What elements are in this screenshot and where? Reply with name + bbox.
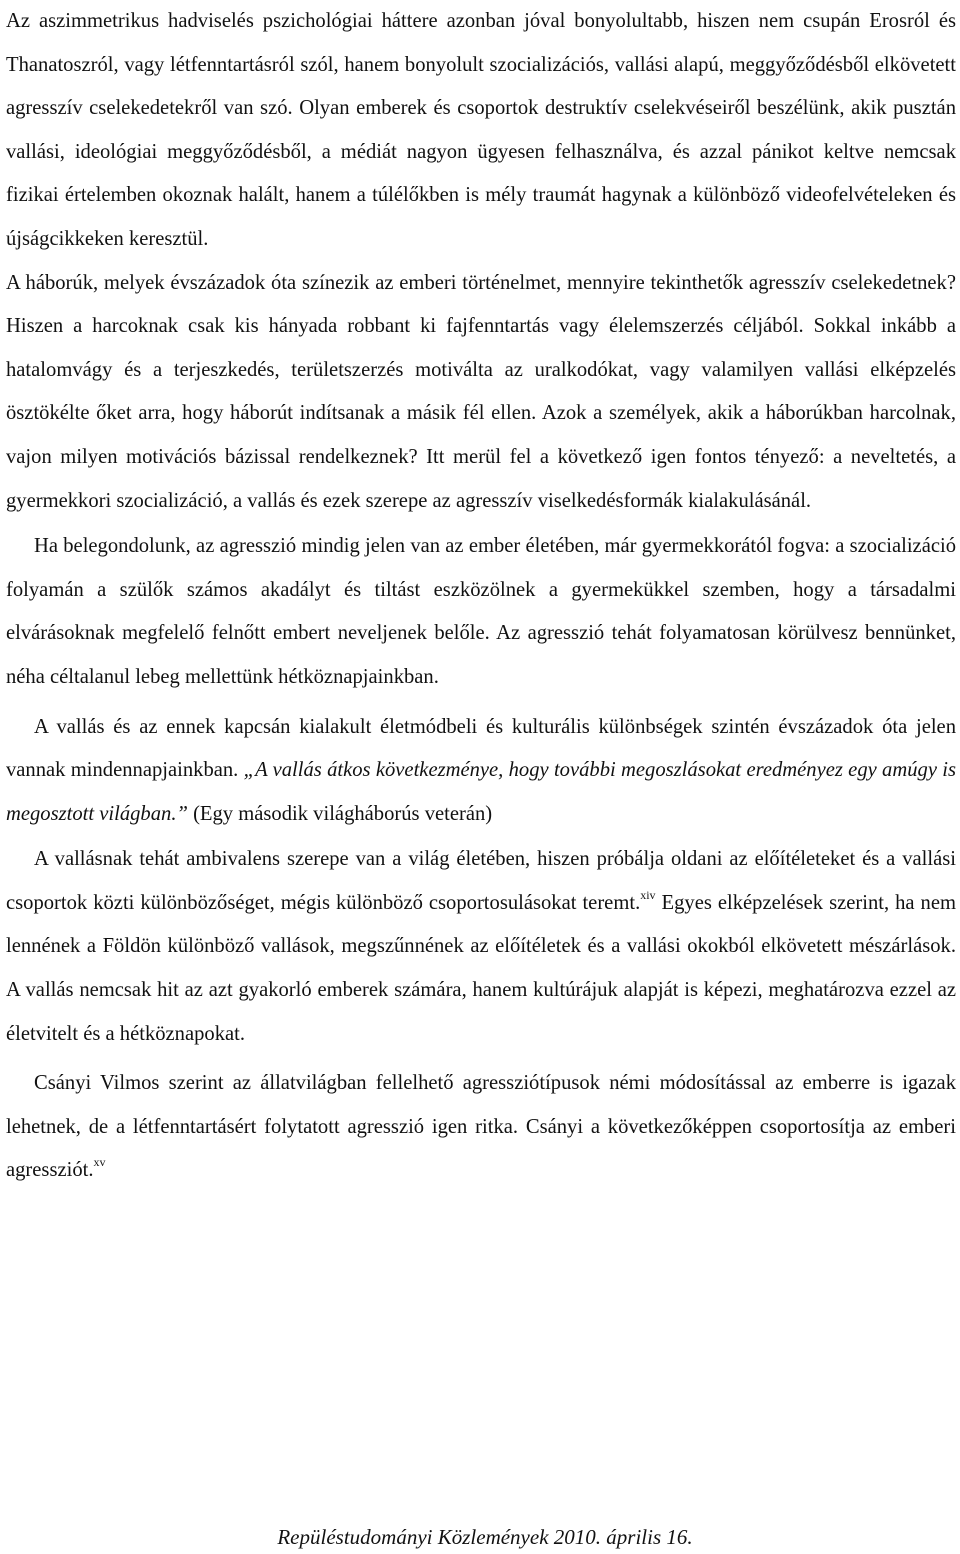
paragraph-4 [6, 706, 956, 837]
paragraph-5 [6, 838, 956, 1056]
veteran-quote: „A vallás átkos következménye, hogy további megoszlásokat eredményez egy amúgy is megosztott világban.” [6, 759, 956, 825]
footnote-ref-xiv[interactable]: xiv [640, 887, 656, 902]
footnote-ref-xv[interactable]: xv [93, 1155, 106, 1170]
paragraph-text: Csányi Vilmos szerint az állatvilágban fellelhető agressziótípusok némi módosítással az emberre is igazak lehetnek, de a létfenntartásért folytatott agresszió igen ritka. Csányi a következőképpen csoportosítja az emberi agressziót. [6, 1072, 956, 1182]
paragraph-1 [6, 0, 956, 262]
quote-attribution: (Egy második világháborús veterán) [187, 802, 493, 825]
paragraph-text: A háborúk, melyek évszázadok óta színezik az emberi történelmet, mennyire tekinthetők agresszív cselekedetnek? Hiszen a harcoknak csak kis hányada robbant ki fajfenntartás vagy élelemszerzés céljából. Sokkal inkább a hatalomvágy és a terjeszkedés, területszerzés motiválta az uralkodókat, vagy valamilyen vallási elképzelés ösztökélte őket arra, hogy háborút indítsanak a másik fél ellen. Azok a személyek, akik a háborúkban harcolnak, vajon milyen motivációs bázissal rendelkeznek? Itt merül fel a következő igen fontos tényező: a neveltetés, a gyermekkori szocializáció, a vallás és ezek szerepe az agresszív viselkedésformák kialakulásánál. [6, 271, 956, 512]
paragraph-text: A vallásnak tehát ambivalens szerepe van a világ életében, hiszen próbálja oldani az előítéleteket és a vallási csoportok közti különbözőséget, mégis különböző csoportosulásokat teremt. [6, 848, 956, 914]
paragraph-text: A vallás és az ennek kapcsán kialakult életmódbeli és kulturális különbségek szintén évszázadok óta jelen vannak mindennapjainkban. [6, 715, 956, 782]
document-page [6, 0, 956, 1193]
paragraph-text: Ha belegondolunk, az agresszió mindig jelen van az ember életében, már gyermekkorától fogva: a szocializáció folyamán a szülők számos akadályt és tiltást eszközölnek a gyermekükkel szemben, hogy a társadalmi elvárásoknak megfelelő felnőtt embert neveljenek belőle. Az agresszió tehát folyamatosan körülvesz bennünket, néha céltalanul lebeg mellettünk hétköznapjainkban. [6, 535, 956, 688]
paragraph-2 [6, 262, 956, 524]
paragraph-text: Az aszimmetrikus hadviselés pszichológiai háttere azonban jóval bonyolultabb, hiszen nem csupán Erosról és Thanatoszról, vagy létfenntartásról szól, hanem bonyolult szocializációs, vallási alapú, meggyőződésből elkövetett agresszív cselekedetekről van szó. Olyan emberek és csoportok destruktív cselekvéseiről beszélünk, akik pusztán vallási, ideológiai meggyőződésből, a médiát nagyon ügyesen felhasználva, és azzal pánikot keltve nemcsak fizikai értelemben okoznak halált, hanem a túlélőkben is mély traumát hagynak a különböző videofelvételeken és újságcikkeken keresztül. [6, 10, 956, 250]
paragraph-text: Egyes elképzelések szerint, ha nem lennének a Földön különböző vallások, megszűnnének az előítéletek és a vallási okokból elkövetett mészárlások. A vallás nemcsak hit az azt gyakorló emberek számára, hanem kultúrájuk alapját is képezi, meghatározva ezzel az életvitelt és a hétköznapokat. [6, 891, 956, 1045]
paragraph-6 [6, 1062, 956, 1193]
paragraph-3 [6, 525, 956, 699]
page-footer: Repüléstudományi Közlemények 2010. április 16. [277, 1525, 693, 1549]
